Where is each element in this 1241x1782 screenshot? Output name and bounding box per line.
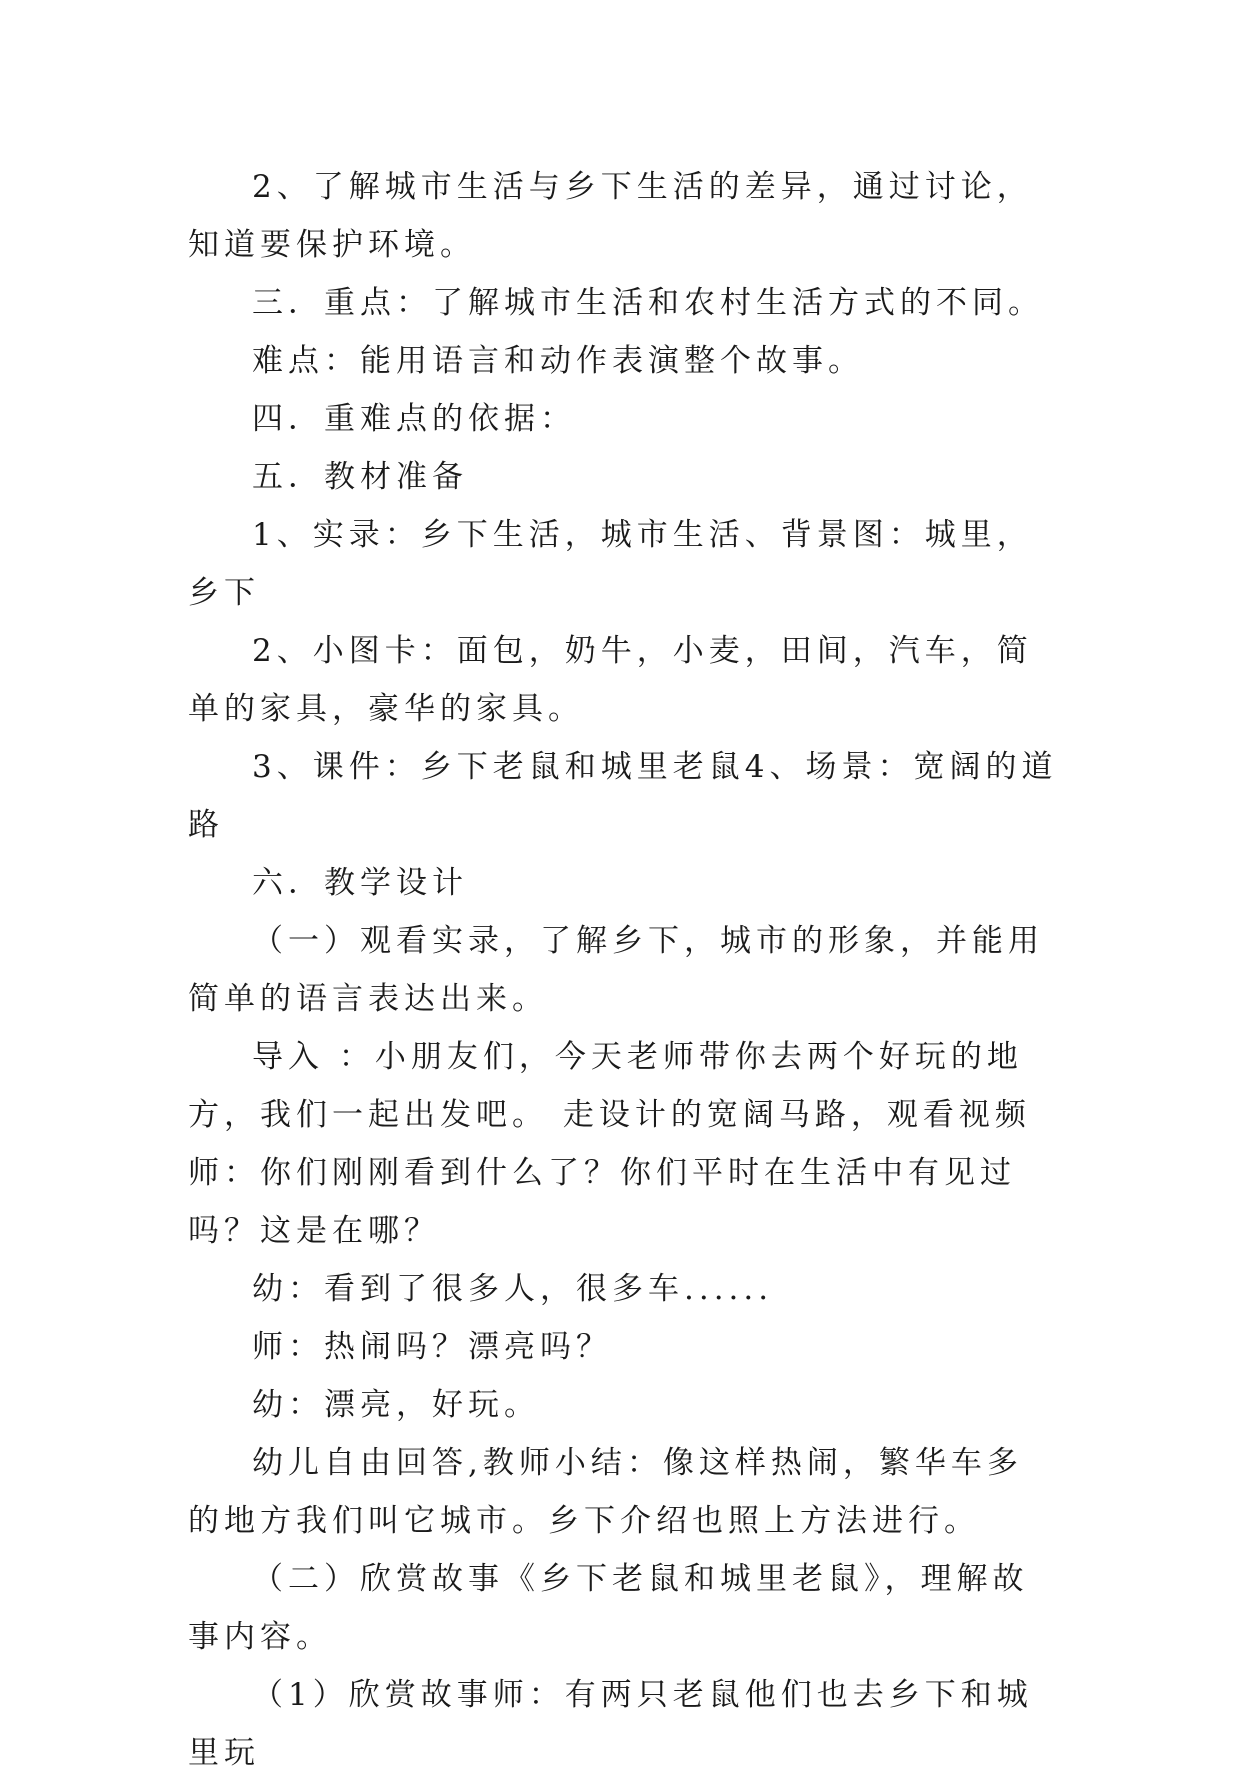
paragraph-section-1: （一）观看实录，了解乡下，城市的形象，并能用简单的语言表达出来。 xyxy=(188,923,1044,1017)
paragraph-material-1: 1、实录：乡下生活，城市生活、背景图：城里，乡下 xyxy=(188,517,1033,611)
paragraph-difficulty: 难点：能用语言和动作表演整个故事。 xyxy=(252,343,864,379)
paragraph-design-heading: 六．教学设计 xyxy=(252,865,468,901)
paragraph-basis-heading: 四．重难点的依据： xyxy=(252,401,576,437)
document-body xyxy=(188,158,1058,1782)
paragraph-section-2: （二）欣赏故事《乡下老鼠和城里老鼠》，理解故事内容。 xyxy=(188,1561,1029,1655)
paragraph-child-reply-2: 幼：漂亮，好玩。 xyxy=(252,1387,540,1423)
paragraph-materials-heading: 五．教材准备 xyxy=(252,459,468,495)
paragraph-story-appreciation: （1）欣赏故事师：有两只老鼠他们也去乡下和城里玩 xyxy=(188,1677,1033,1771)
paragraph-key-point: 三．重点：了解城市生活和农村生活方式的不同。 xyxy=(252,285,1044,321)
paragraph-summary: 幼儿自由回答,教师小结：像这样热闹，繁华车多的地方我们叫它城市。乡下介绍也照上方法进行。 xyxy=(188,1445,1023,1539)
paragraph-material-2: 2、小图卡：面包，奶牛，小麦，田间，汽车，简单的家具，豪华的家具。 xyxy=(188,633,1033,727)
paragraph-child-reply-1: 幼：看到了很多人，很多车...... xyxy=(252,1271,774,1307)
paragraph-teacher-question: 师：热闹吗？漂亮吗？ xyxy=(252,1329,612,1365)
paragraph-material-3: 3、课件：乡下老鼠和城里老鼠4、场景：宽阔的道路 xyxy=(188,749,1058,843)
paragraph-objective-2: 2、了解城市生活与乡下生活的差异，通过讨论，知道要保护环境。 xyxy=(188,169,1033,263)
paragraph-intro: 导入 ：小朋友们，今天老师带你去两个好玩的地方，我们一起出发吧。 走设计的宽阔马路，观看视频师：你们刚刚看到什么了？你们平时在生活中有见过吗？这是在哪？ xyxy=(188,1039,1031,1249)
